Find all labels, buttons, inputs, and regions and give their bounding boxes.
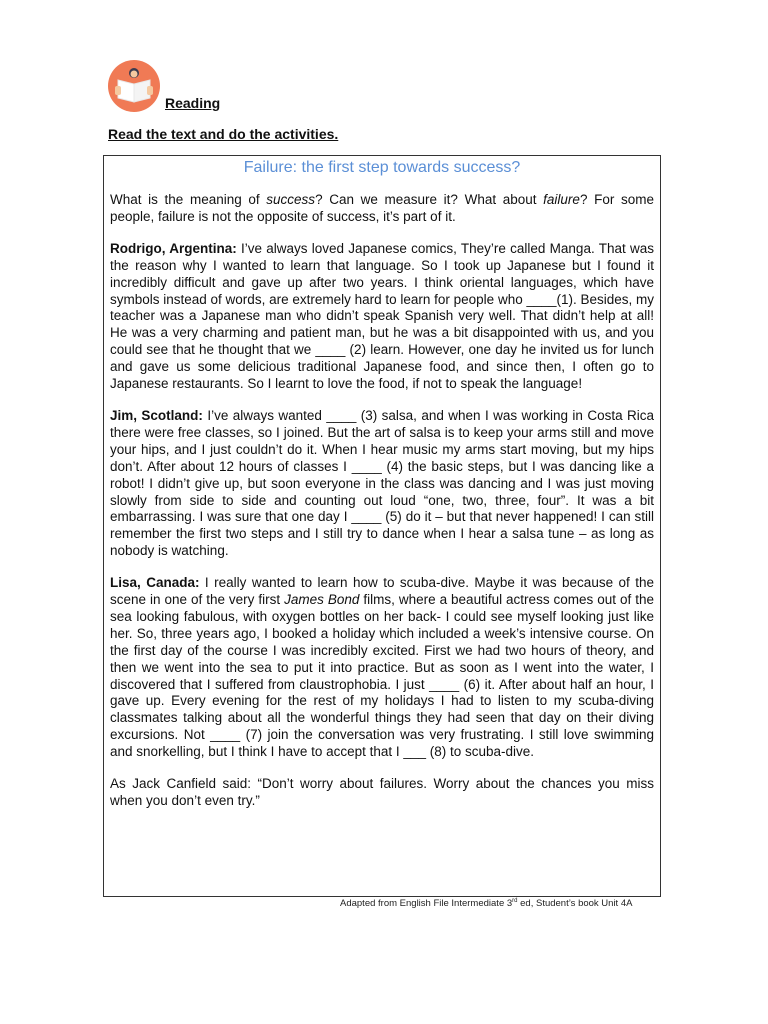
section-label: Reading bbox=[165, 95, 221, 111]
speaker-name: Lisa, Canada: bbox=[110, 575, 200, 591]
article-box bbox=[103, 155, 661, 897]
jim-paragraph: Jim, Scotland: I’ve always wanted ____ (3) salsa, and when I was working in Costa Rica there were free classes, so I joined. But the art of salsa is to keep your arms still and move your hips, and I just couldn’t do it. When I hear music my arms start moving, but my hips don’t. After about 12 hours of classes I ____ (4) the basic steps, but I was dancing like a robot! I didn’t give up, but soon everyone in the class was dancing and I was just moving slowly from side to side and counting out loud “one, two, three, four”. It was a bit embarrassing. I was sure that one day I ____ (5) do it – but that never happened! I can still remember the first two steps and I still try to dance when I hear a salsa tune – as long as nobody is watching. bbox=[110, 407, 655, 559]
speaker-name: Jim, Scotland: bbox=[110, 407, 203, 423]
reading-book-icon bbox=[108, 60, 160, 112]
instruction-heading: Read the text and do the activities. bbox=[108, 126, 339, 142]
intro-paragraph: What is the meaning of success? Can we measure it? What about failure? For some people, failure is not the opposite of success, it’s part of it. bbox=[110, 192, 654, 224]
article-title: Failure: the first step towards success? bbox=[243, 159, 521, 176]
rodrigo-paragraph: Rodrigo, Argentina: I’ve always loved Japanese comics, They’re called Manga. That was the reason why I wanted to learn that language. So I took up Japanese but I found it incredibly difficult and gave up after two years. I think oriental languages, which have symbols instead of words, are extremely hard to learn for people who ____(1). Besides, my teacher was a Japanese man who didn’t speak Spanish very well. That didn’t help at all! He was a very charming and patient man, but he was a bit disappointed with us, and you could see that he thought that we ____ (2) learn. However, one day he invited us for lunch and gave us some delicious traditional Japanese food, and since then, I often go to Japanese restaurants. So I learnt to love the food, if not to speak the language! bbox=[110, 240, 655, 392]
lisa-paragraph: Lisa, Canada: I really wanted to learn how to scuba-dive. Maybe it was because of the scene in one of the very first James Bond films, where a beautiful actress comes out of the sea looking fabulous, with oxygen bottles on her back- I could see myself looking just like her. So, three years ago, I booked a holiday which included a week’s intensive course. On the first day of the course I was incredibly excited. First we had two hours of theory, and then we went into the sea to put it into practice. But as soon as I went into the water, I discovered that I suffered from claustrophobia. I just ____ (6) it. After about half an hour, I gave up. Every evening for the rest of my holidays I had to listen to my scuba-diving classmates talking about all the wonderful things they had seen that day on their diving excursions. Not ____ (7) join the conversation was very frustrating. I still love swimming and snorkelling, but I think I have to accept that I ___ (8) to scuba-dive. bbox=[110, 575, 655, 760]
source-citation: Adapted from English File Intermediate 3rd ed, Student’s book Unit 4A bbox=[340, 898, 633, 910]
quote-paragraph: As Jack Canfield said: “Don’t worry about failures. Worry about the chances you miss when you don’t even try.” bbox=[110, 776, 654, 808]
speaker-name: Rodrigo, Argentina: bbox=[110, 240, 237, 256]
